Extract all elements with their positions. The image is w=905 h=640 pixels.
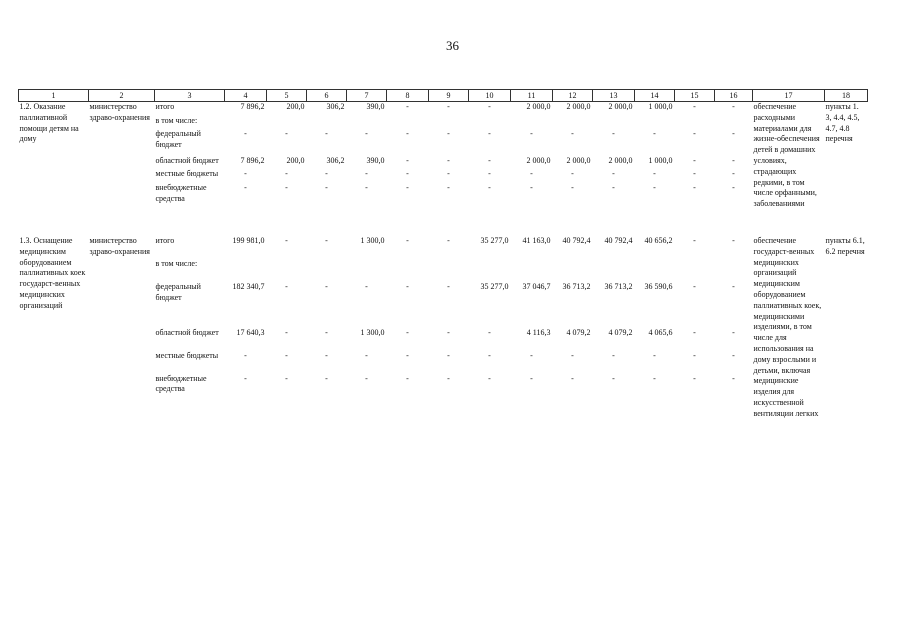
value-cell: -: [693, 102, 696, 111]
value-cell: -: [325, 327, 328, 337]
column-number: 14: [635, 90, 675, 102]
column-number: 16: [715, 90, 753, 102]
value-cell: 41 163,0: [522, 235, 551, 245]
section-spacer: [19, 210, 868, 236]
value-cell: [347, 116, 387, 129]
value-cell: -: [406, 182, 409, 192]
value-cell: -: [653, 182, 656, 192]
value-cell: -: [732, 281, 735, 291]
value-cell: -: [325, 129, 328, 139]
value-cell: [715, 259, 753, 282]
value-cell: -: [325, 373, 328, 383]
funding-source: в том числе:: [155, 115, 198, 125]
value-cell: -: [285, 281, 288, 291]
value-cell: -: [488, 102, 491, 111]
value-cell: [267, 116, 307, 129]
value-cell: -: [693, 281, 696, 291]
value-cell: -: [406, 350, 409, 360]
value-cell: -: [244, 182, 247, 192]
value-cell: [635, 259, 675, 282]
program-table: [18, 89, 868, 420]
value-cell: [553, 116, 593, 129]
value-cell: -: [530, 373, 533, 383]
value-cell: [307, 116, 347, 129]
funding-source: в том числе:: [155, 258, 198, 268]
funding-source: областной бюджет: [155, 156, 219, 166]
value-cell: 4 079,2: [566, 327, 591, 337]
value-cell: [715, 116, 753, 129]
value-cell: -: [447, 373, 450, 383]
value-cell: -: [244, 373, 247, 383]
value-cell: [469, 259, 511, 282]
value-cell: -: [365, 129, 368, 139]
value-cell: 35 277,0: [480, 281, 509, 291]
value-cell: -: [447, 235, 450, 245]
value-cell: -: [732, 350, 735, 360]
value-cell: [225, 116, 267, 129]
column-number: 2: [89, 90, 155, 102]
value-cell: -: [447, 129, 450, 139]
value-cell: -: [244, 169, 247, 179]
value-cell: -: [732, 169, 735, 179]
value-cell: -: [488, 169, 491, 179]
value-cell: 2 000,0: [608, 102, 633, 111]
value-cell: -: [530, 129, 533, 139]
column-number: 8: [387, 90, 429, 102]
column-number: 15: [675, 90, 715, 102]
value-cell: -: [365, 169, 368, 179]
value-cell: -: [732, 373, 735, 383]
value-cell: -: [530, 350, 533, 360]
value-cell: -: [488, 156, 491, 166]
value-cell: -: [325, 182, 328, 192]
value-cell: 2 000,0: [566, 102, 591, 111]
value-cell: 37 046,7: [522, 281, 551, 291]
column-number: 11: [511, 90, 553, 102]
value-cell: [429, 259, 469, 282]
value-cell: -: [488, 373, 491, 383]
value-cell: 2 000,0: [526, 156, 551, 166]
value-cell: -: [732, 129, 735, 139]
funding-source: федеральный бюджет: [155, 129, 201, 149]
plan-points: пункты 1. 3, 4.4, 4.5, 4.7, 4.8 перечня: [825, 102, 860, 144]
funding-source: местные бюджеты: [155, 350, 219, 360]
value-cell: [553, 259, 593, 282]
value-cell: 4 065,6: [648, 327, 673, 337]
column-number: 10: [469, 90, 511, 102]
value-cell: -: [732, 102, 735, 111]
value-cell: 306,2: [326, 156, 345, 166]
column-number: 4: [225, 90, 267, 102]
value-cell: 199 981,0: [232, 235, 265, 245]
value-cell: -: [612, 169, 615, 179]
value-cell: -: [365, 281, 368, 291]
funding-source: внебюджетные средства: [155, 373, 207, 394]
value-cell: -: [406, 235, 409, 245]
value-cell: 7 896,2: [240, 102, 265, 111]
value-cell: 4 079,2: [608, 327, 633, 337]
value-cell: -: [693, 235, 696, 245]
value-cell: -: [612, 373, 615, 383]
value-cell: -: [571, 350, 574, 360]
value-cell: [511, 259, 553, 282]
value-cell: -: [447, 182, 450, 192]
value-cell: 306,2: [326, 102, 345, 111]
value-cell: -: [693, 373, 696, 383]
value-cell: 7 896,2: [240, 156, 265, 166]
funding-source: местные бюджеты: [155, 169, 219, 179]
value-cell: 36 713,2: [604, 281, 633, 291]
value-cell: -: [488, 129, 491, 139]
value-cell: -: [325, 235, 328, 245]
value-cell: -: [447, 327, 450, 337]
value-cell: 390,0: [366, 102, 385, 111]
funding-source: итого: [155, 102, 175, 111]
table-row: [19, 236, 868, 259]
value-cell: [267, 259, 307, 282]
value-cell: -: [732, 327, 735, 337]
table-row: [19, 102, 868, 116]
value-cell: [387, 259, 429, 282]
value-cell: -: [406, 169, 409, 179]
value-cell: 200,0: [286, 102, 305, 111]
column-number: 9: [429, 90, 469, 102]
value-cell: 2 000,0: [566, 156, 591, 166]
column-number: 3: [155, 90, 225, 102]
value-cell: [511, 116, 553, 129]
value-cell: 2 000,0: [608, 156, 633, 166]
value-cell: -: [732, 156, 735, 166]
value-cell: -: [732, 235, 735, 245]
value-cell: -: [285, 350, 288, 360]
value-cell: -: [612, 182, 615, 192]
value-cell: 200,0: [286, 156, 305, 166]
executor: министерство здраво-охранения: [89, 235, 150, 256]
value-cell: -: [406, 102, 409, 111]
value-cell: -: [406, 156, 409, 166]
value-cell: -: [447, 169, 450, 179]
value-cell: 1 300,0: [360, 327, 385, 337]
value-cell: -: [488, 182, 491, 192]
column-number: 5: [267, 90, 307, 102]
value-cell: -: [285, 373, 288, 383]
value-cell: -: [693, 327, 696, 337]
value-cell: 1 000,0: [648, 102, 673, 111]
value-cell: -: [447, 350, 450, 360]
value-cell: -: [406, 373, 409, 383]
column-number: 17: [753, 90, 825, 102]
value-cell: -: [406, 281, 409, 291]
value-cell: [307, 259, 347, 282]
column-number-row: [19, 90, 868, 102]
value-cell: -: [325, 169, 328, 179]
value-cell: [635, 116, 675, 129]
value-cell: 36 713,2: [562, 281, 591, 291]
value-cell: 182 340,7: [232, 281, 265, 291]
value-cell: -: [693, 156, 696, 166]
value-cell: 40 792,4: [562, 235, 591, 245]
expected-result: обеспечение расходными материалами для жизне-обеспечения детей в домашних условиях, страдающих редкими, в том числе орфанными, заболеваниями: [753, 102, 820, 209]
value-cell: 1 300,0: [360, 235, 385, 245]
expected-result: обеспечение государст-венных медицинских организаций медицинским оборудованием паллиативных коек, медицинскими изделиями, в том числе для использования на дому взрослыми и детьми, включая медицинские изделия для искусственной вентиляции легких: [753, 235, 822, 418]
funding-source: итого: [155, 235, 175, 245]
column-number: 7: [347, 90, 387, 102]
value-cell: -: [571, 129, 574, 139]
value-cell: -: [285, 169, 288, 179]
measure-title: 1.3. Оснащение медицинским оборудованием паллиативных коек государст-венных медицинских организаций: [19, 235, 86, 310]
value-cell: -: [244, 350, 247, 360]
value-cell: -: [653, 169, 656, 179]
value-cell: -: [571, 169, 574, 179]
value-cell: -: [447, 102, 450, 111]
value-cell: -: [653, 129, 656, 139]
value-cell: [675, 116, 715, 129]
value-cell: 390,0: [366, 156, 385, 166]
value-cell: -: [244, 129, 247, 139]
value-cell: 40 656,2: [644, 235, 673, 245]
executor: министерство здраво-охранения: [89, 102, 150, 122]
value-cell: -: [653, 373, 656, 383]
value-cell: -: [693, 350, 696, 360]
value-cell: [387, 116, 429, 129]
plan-points: пункты 6.1, 6.2 перечня: [825, 235, 865, 256]
value-cell: [593, 259, 635, 282]
value-cell: 36 590,6: [644, 281, 673, 291]
value-cell: [675, 259, 715, 282]
value-cell: -: [325, 281, 328, 291]
column-number: 13: [593, 90, 635, 102]
value-cell: -: [285, 129, 288, 139]
value-cell: [347, 259, 387, 282]
value-cell: -: [693, 182, 696, 192]
value-cell: -: [571, 182, 574, 192]
value-cell: -: [285, 182, 288, 192]
value-cell: -: [285, 327, 288, 337]
value-cell: [429, 116, 469, 129]
funding-source: областной бюджет: [155, 327, 219, 337]
value-cell: -: [447, 281, 450, 291]
value-cell: -: [612, 350, 615, 360]
value-cell: 2 000,0: [526, 102, 551, 111]
value-cell: -: [488, 327, 491, 337]
value-cell: -: [365, 350, 368, 360]
funding-source: федеральный бюджет: [155, 281, 201, 302]
value-cell: -: [365, 182, 368, 192]
value-cell: 4 116,3: [526, 327, 551, 337]
value-cell: [593, 116, 635, 129]
value-cell: 35 277,0: [480, 235, 509, 245]
value-cell: -: [530, 182, 533, 192]
column-number: 1: [19, 90, 89, 102]
page-number: 36: [446, 38, 459, 53]
column-number: 12: [553, 90, 593, 102]
value-cell: [225, 259, 267, 282]
value-cell: -: [693, 169, 696, 179]
value-cell: [469, 116, 511, 129]
value-cell: -: [285, 235, 288, 245]
value-cell: 1 000,0: [648, 156, 673, 166]
column-number: 18: [825, 90, 868, 102]
value-cell: -: [406, 129, 409, 139]
value-cell: -: [406, 327, 409, 337]
measure-title: 1.2. Оказание паллиативной помощи детям на дому: [19, 102, 79, 144]
funding-source: внебюджетные средства: [155, 182, 207, 203]
value-cell: -: [612, 129, 615, 139]
value-cell: -: [693, 129, 696, 139]
value-cell: -: [365, 373, 368, 383]
value-cell: -: [732, 182, 735, 192]
value-cell: -: [488, 350, 491, 360]
value-cell: 40 792,4: [604, 235, 633, 245]
value-cell: -: [571, 373, 574, 383]
column-number: 6: [307, 90, 347, 102]
value-cell: -: [530, 169, 533, 179]
value-cell: -: [653, 350, 656, 360]
value-cell: -: [447, 156, 450, 166]
value-cell: 17 640,3: [236, 327, 265, 337]
value-cell: -: [325, 350, 328, 360]
spacer-cell: [19, 210, 868, 236]
